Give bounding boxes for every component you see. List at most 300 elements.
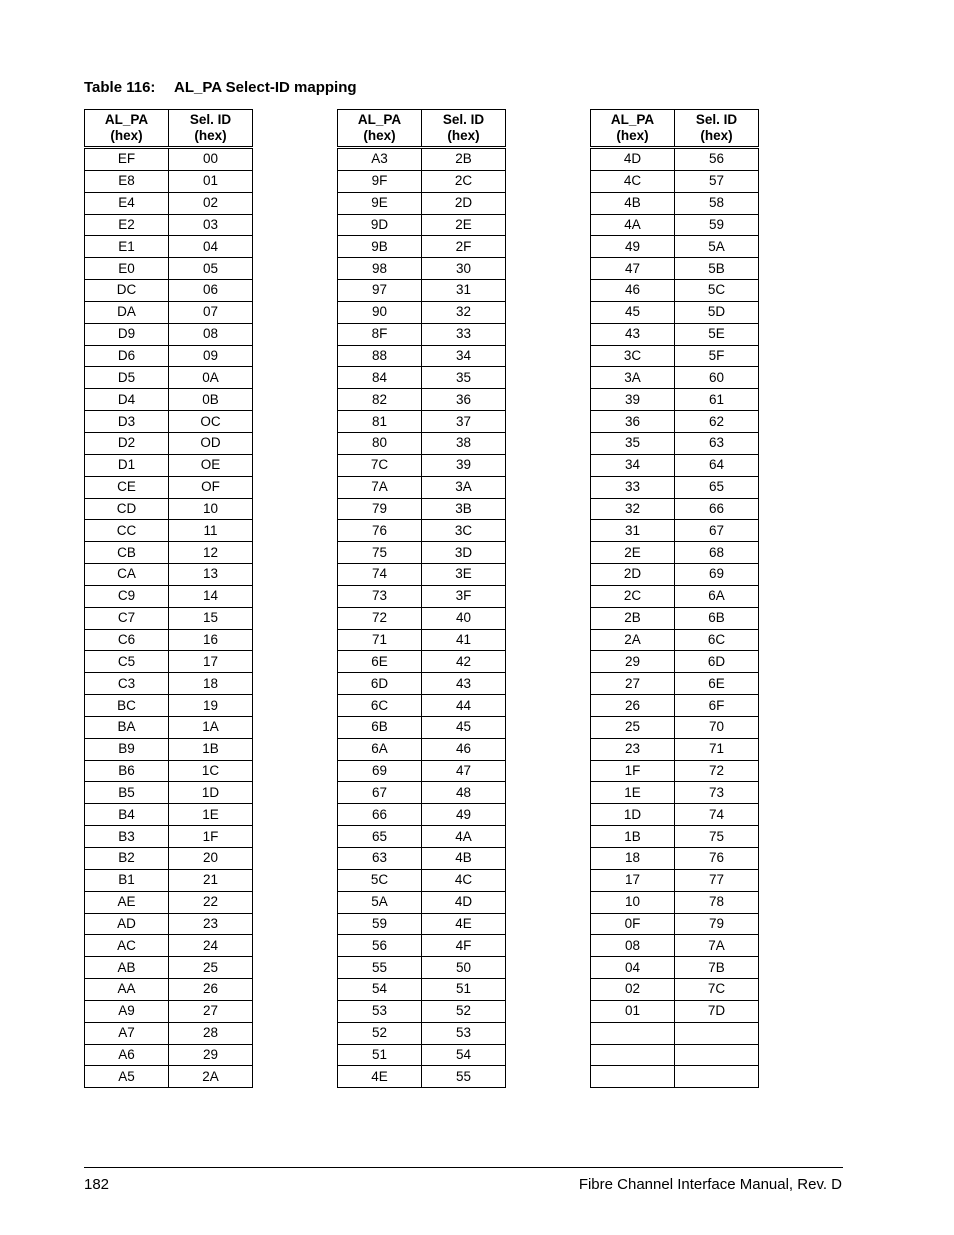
alpa-cell: D9 (85, 323, 169, 345)
table-row (85, 323, 253, 345)
alpa-cell: B4 (85, 804, 169, 826)
table-row (85, 476, 253, 498)
table-row (85, 869, 253, 891)
selid-cell (675, 1044, 759, 1066)
table-row (591, 935, 759, 957)
selid-cell: 36 (422, 389, 506, 411)
selid-cell: 18 (169, 673, 253, 695)
alpa-cell: 6A (338, 738, 422, 760)
table-row (85, 345, 253, 367)
alpa-cell: 6E (338, 651, 422, 673)
selid-cell: 13 (169, 564, 253, 586)
alpa-cell: B2 (85, 848, 169, 870)
table-row (338, 607, 506, 629)
alpa-cell: 71 (338, 629, 422, 651)
selid-cell: 6A (675, 585, 759, 607)
table-row (85, 520, 253, 542)
table-row (591, 1044, 759, 1066)
selid-cell: 60 (675, 367, 759, 389)
selid-cell: 6F (675, 695, 759, 717)
selid-cell: 1A (169, 716, 253, 738)
selid-cell: OD (169, 432, 253, 454)
alpa-cell: 9E (338, 192, 422, 214)
alpa-cell: 98 (338, 258, 422, 280)
alpa-cell: E1 (85, 236, 169, 258)
selid-cell: 75 (675, 826, 759, 848)
table-row (338, 148, 506, 171)
selid-cell: 76 (675, 848, 759, 870)
table-row (85, 629, 253, 651)
selid-cell: 62 (675, 411, 759, 433)
table-row (85, 891, 253, 913)
selid-cell: 67 (675, 520, 759, 542)
table-row (338, 301, 506, 323)
table-row (85, 170, 253, 192)
alpa-cell: C5 (85, 651, 169, 673)
selid-cell: 69 (675, 564, 759, 586)
selid-cell: OF (169, 476, 253, 498)
selid-cell: 1C (169, 760, 253, 782)
selid-cell: OC (169, 411, 253, 433)
table-body (338, 148, 506, 1088)
selid-cell: 54 (422, 1044, 506, 1066)
table-row (85, 673, 253, 695)
alpa-cell: E2 (85, 214, 169, 236)
table-row (338, 323, 506, 345)
table-row (85, 411, 253, 433)
alpa-cell: 6B (338, 716, 422, 738)
table-row (85, 782, 253, 804)
table-row (85, 148, 253, 171)
selid-cell: 11 (169, 520, 253, 542)
table-row (338, 804, 506, 826)
selid-cell: 05 (169, 258, 253, 280)
table-row (338, 738, 506, 760)
alpa-cell: 1F (591, 760, 675, 782)
table-row (85, 192, 253, 214)
alpa-cell: 9F (338, 170, 422, 192)
alpa-cell: 82 (338, 389, 422, 411)
alpa-cell: 10 (591, 891, 675, 913)
selid-cell: 06 (169, 280, 253, 302)
selid-cell: 5C (675, 280, 759, 302)
selid-cell: 59 (675, 214, 759, 236)
alpa-cell: B5 (85, 782, 169, 804)
table-row (338, 367, 506, 389)
alpa-header: AL_PA (hex) (338, 110, 422, 148)
table-row (338, 236, 506, 258)
alpa-cell: D1 (85, 454, 169, 476)
alpa-cell: DC (85, 280, 169, 302)
alpa-cell: 80 (338, 432, 422, 454)
table-row (591, 869, 759, 891)
table-row (85, 804, 253, 826)
table-row (338, 170, 506, 192)
alpa-cell: C6 (85, 629, 169, 651)
table-row (338, 564, 506, 586)
alpa-cell: 9B (338, 236, 422, 258)
table-row (85, 367, 253, 389)
alpa-cell: 2A (591, 629, 675, 651)
selid-cell: 03 (169, 214, 253, 236)
table-row (338, 913, 506, 935)
selid-cell: 55 (422, 1066, 506, 1088)
alpa-cell: 2B (591, 607, 675, 629)
alpa-cell: D6 (85, 345, 169, 367)
table-row (591, 520, 759, 542)
table-row (338, 389, 506, 411)
table-row (338, 760, 506, 782)
selid-cell: 4E (422, 913, 506, 935)
table-row (591, 301, 759, 323)
selid-cell: 77 (675, 869, 759, 891)
selid-header: Sel. ID (hex) (675, 110, 759, 148)
selid-header: Sel. ID (hex) (169, 110, 253, 148)
table-row (85, 564, 253, 586)
alpa-cell: 6D (338, 673, 422, 695)
alpa-cell: 52 (338, 1022, 422, 1044)
selid-cell: 3B (422, 498, 506, 520)
table-row (85, 913, 253, 935)
alpa-header: AL_PA (hex) (591, 110, 675, 148)
alpa-cell: CA (85, 564, 169, 586)
selid-cell: 37 (422, 411, 506, 433)
selid-cell: 7A (675, 935, 759, 957)
table-row (338, 542, 506, 564)
table-row (591, 476, 759, 498)
table-row (591, 673, 759, 695)
alpa-cell: 55 (338, 957, 422, 979)
selid-cell: 21 (169, 869, 253, 891)
alpa-cell: AB (85, 957, 169, 979)
selid-cell: 34 (422, 345, 506, 367)
selid-cell: 29 (169, 1044, 253, 1066)
selid-cell: 68 (675, 542, 759, 564)
table-row (591, 957, 759, 979)
alpa-cell: B3 (85, 826, 169, 848)
alpa-cell: 4E (338, 1066, 422, 1088)
table-row (338, 498, 506, 520)
alpa-cell: 7A (338, 476, 422, 498)
table-row (591, 804, 759, 826)
table-title: AL_PA Select-ID mapping (174, 79, 357, 96)
alpa-cell: 66 (338, 804, 422, 826)
table-row (338, 629, 506, 651)
alpa-cell: E8 (85, 170, 169, 192)
table-row (85, 454, 253, 476)
alpa-cell: 79 (338, 498, 422, 520)
selid-cell: 63 (675, 432, 759, 454)
alpa-cell: AC (85, 935, 169, 957)
alpa-cell: D2 (85, 432, 169, 454)
table-row (338, 848, 506, 870)
table-row (338, 280, 506, 302)
table-row (85, 585, 253, 607)
alpa-cell: 39 (591, 389, 675, 411)
selid-cell: 4A (422, 826, 506, 848)
alpa-cell: 88 (338, 345, 422, 367)
table-row (338, 826, 506, 848)
selid-cell: 52 (422, 1000, 506, 1022)
alpa-cell: 2D (591, 564, 675, 586)
mapping-table-3 (590, 109, 759, 1088)
table-row (591, 979, 759, 1001)
mapping-table-2 (337, 109, 506, 1088)
alpa-cell: 69 (338, 760, 422, 782)
selid-cell: 61 (675, 389, 759, 411)
selid-cell: 3E (422, 564, 506, 586)
selid-cell: 4D (422, 891, 506, 913)
table-row (591, 1066, 759, 1088)
table-row (338, 935, 506, 957)
selid-cell: 71 (675, 738, 759, 760)
selid-cell: 46 (422, 738, 506, 760)
selid-cell: 6B (675, 607, 759, 629)
selid-cell: 6D (675, 651, 759, 673)
table-row (591, 629, 759, 651)
alpa-cell: 1E (591, 782, 675, 804)
selid-cell: 3A (422, 476, 506, 498)
alpa-cell: AA (85, 979, 169, 1001)
table-row (591, 782, 759, 804)
alpa-cell: 53 (338, 1000, 422, 1022)
selid-cell: 30 (422, 258, 506, 280)
table-row (338, 214, 506, 236)
selid-cell: 3D (422, 542, 506, 564)
table-row (591, 170, 759, 192)
table-row (338, 651, 506, 673)
selid-cell: 31 (422, 280, 506, 302)
alpa-cell: 67 (338, 782, 422, 804)
alpa-cell: 18 (591, 848, 675, 870)
table-row (591, 345, 759, 367)
table-row (85, 301, 253, 323)
selid-cell: 48 (422, 782, 506, 804)
selid-cell: 2B (422, 148, 506, 171)
alpa-cell: 76 (338, 520, 422, 542)
alpa-cell: 90 (338, 301, 422, 323)
selid-cell (675, 1066, 759, 1088)
alpa-cell: 25 (591, 716, 675, 738)
selid-cell: 27 (169, 1000, 253, 1022)
selid-cell: 78 (675, 891, 759, 913)
table-row (85, 848, 253, 870)
alpa-cell: A9 (85, 1000, 169, 1022)
alpa-cell: 65 (338, 826, 422, 848)
alpa-cell: CE (85, 476, 169, 498)
selid-cell: 24 (169, 935, 253, 957)
table-row (85, 389, 253, 411)
selid-cell: 16 (169, 629, 253, 651)
alpa-cell: 59 (338, 913, 422, 935)
selid-cell: 7B (675, 957, 759, 979)
table-row (85, 826, 253, 848)
alpa-cell: 45 (591, 301, 675, 323)
table-row (85, 607, 253, 629)
table-row (338, 432, 506, 454)
table-row (591, 651, 759, 673)
selid-cell: 43 (422, 673, 506, 695)
table-row (85, 1044, 253, 1066)
table-row (85, 651, 253, 673)
table-row (338, 891, 506, 913)
table-row (591, 738, 759, 760)
selid-cell: 57 (675, 170, 759, 192)
alpa-cell: E0 (85, 258, 169, 280)
alpa-cell: 74 (338, 564, 422, 586)
selid-cell: 42 (422, 651, 506, 673)
table-row (591, 891, 759, 913)
alpa-cell: 1B (591, 826, 675, 848)
alpa-cell: 46 (591, 280, 675, 302)
selid-cell: 35 (422, 367, 506, 389)
table-body (85, 148, 253, 1088)
alpa-cell: 54 (338, 979, 422, 1001)
alpa-cell: C7 (85, 607, 169, 629)
selid-cell: 3F (422, 585, 506, 607)
table-row (591, 148, 759, 171)
alpa-cell: EF (85, 148, 169, 171)
alpa-cell: 29 (591, 651, 675, 673)
table-row (338, 345, 506, 367)
alpa-cell: 49 (591, 236, 675, 258)
alpa-cell: 3A (591, 367, 675, 389)
alpa-cell: CB (85, 542, 169, 564)
table-row (591, 236, 759, 258)
alpa-cell: 5A (338, 891, 422, 913)
selid-cell: 17 (169, 651, 253, 673)
selid-cell: 5E (675, 323, 759, 345)
alpa-cell (591, 1044, 675, 1066)
selid-cell: 2E (422, 214, 506, 236)
alpa-cell: 84 (338, 367, 422, 389)
selid-cell: 65 (675, 476, 759, 498)
table-row (591, 607, 759, 629)
alpa-cell: 72 (338, 607, 422, 629)
selid-cell: 73 (675, 782, 759, 804)
table-row (338, 454, 506, 476)
table-row (338, 716, 506, 738)
table-row (591, 214, 759, 236)
table-row (591, 585, 759, 607)
selid-cell: 45 (422, 716, 506, 738)
table-row (591, 192, 759, 214)
table-row (591, 760, 759, 782)
selid-cell: 02 (169, 192, 253, 214)
selid-cell: 28 (169, 1022, 253, 1044)
selid-cell: 1B (169, 738, 253, 760)
alpa-cell: 63 (338, 848, 422, 870)
selid-cell: 08 (169, 323, 253, 345)
table-row (85, 498, 253, 520)
table-row (85, 542, 253, 564)
table-row (85, 1022, 253, 1044)
selid-cell: 26 (169, 979, 253, 1001)
alpa-cell: 56 (338, 935, 422, 957)
alpa-cell: DA (85, 301, 169, 323)
selid-cell: 07 (169, 301, 253, 323)
selid-cell: 5B (675, 258, 759, 280)
alpa-header: AL_PA (hex) (85, 110, 169, 148)
selid-cell: 3C (422, 520, 506, 542)
selid-cell: 64 (675, 454, 759, 476)
table-row (591, 826, 759, 848)
alpa-cell: 3C (591, 345, 675, 367)
selid-cell: 01 (169, 170, 253, 192)
table-row (338, 1022, 506, 1044)
table-row (591, 498, 759, 520)
selid-cell: 40 (422, 607, 506, 629)
table-row (591, 367, 759, 389)
alpa-cell: 9D (338, 214, 422, 236)
selid-cell: 38 (422, 432, 506, 454)
selid-cell: 74 (675, 804, 759, 826)
table-row (85, 280, 253, 302)
selid-cell: 2A (169, 1066, 253, 1088)
alpa-cell: 5C (338, 869, 422, 891)
alpa-cell: A6 (85, 1044, 169, 1066)
selid-cell: 50 (422, 957, 506, 979)
selid-cell: 1D (169, 782, 253, 804)
table-row (85, 957, 253, 979)
selid-cell: 1E (169, 804, 253, 826)
alpa-cell: 51 (338, 1044, 422, 1066)
alpa-cell: D4 (85, 389, 169, 411)
alpa-cell: B9 (85, 738, 169, 760)
alpa-cell: E4 (85, 192, 169, 214)
table-row (85, 738, 253, 760)
table-row (338, 476, 506, 498)
selid-cell: 6E (675, 673, 759, 695)
selid-cell (675, 1022, 759, 1044)
alpa-cell: 43 (591, 323, 675, 345)
alpa-cell (591, 1022, 675, 1044)
alpa-cell: 6C (338, 695, 422, 717)
alpa-cell: BA (85, 716, 169, 738)
alpa-cell: C3 (85, 673, 169, 695)
table-row (85, 432, 253, 454)
alpa-cell (591, 1066, 675, 1088)
selid-cell: 7D (675, 1000, 759, 1022)
table-row (591, 716, 759, 738)
selid-cell: 4F (422, 935, 506, 957)
table-row (338, 869, 506, 891)
selid-cell: 56 (675, 148, 759, 171)
selid-cell: 2D (422, 192, 506, 214)
alpa-cell: CD (85, 498, 169, 520)
selid-cell: 20 (169, 848, 253, 870)
selid-cell: 14 (169, 585, 253, 607)
alpa-cell: 02 (591, 979, 675, 1001)
alpa-cell: 32 (591, 498, 675, 520)
table-row (85, 214, 253, 236)
selid-cell: 53 (422, 1022, 506, 1044)
table-row (85, 1000, 253, 1022)
alpa-cell: AD (85, 913, 169, 935)
table-row (85, 258, 253, 280)
alpa-cell: 4C (591, 170, 675, 192)
selid-cell: 15 (169, 607, 253, 629)
alpa-cell: 47 (591, 258, 675, 280)
alpa-cell: A3 (338, 148, 422, 171)
alpa-cell: 27 (591, 673, 675, 695)
table-row (338, 979, 506, 1001)
table-row (591, 258, 759, 280)
alpa-cell: A5 (85, 1066, 169, 1088)
selid-cell: 0A (169, 367, 253, 389)
mapping-table-1 (84, 109, 253, 1088)
selid-cell: 79 (675, 913, 759, 935)
